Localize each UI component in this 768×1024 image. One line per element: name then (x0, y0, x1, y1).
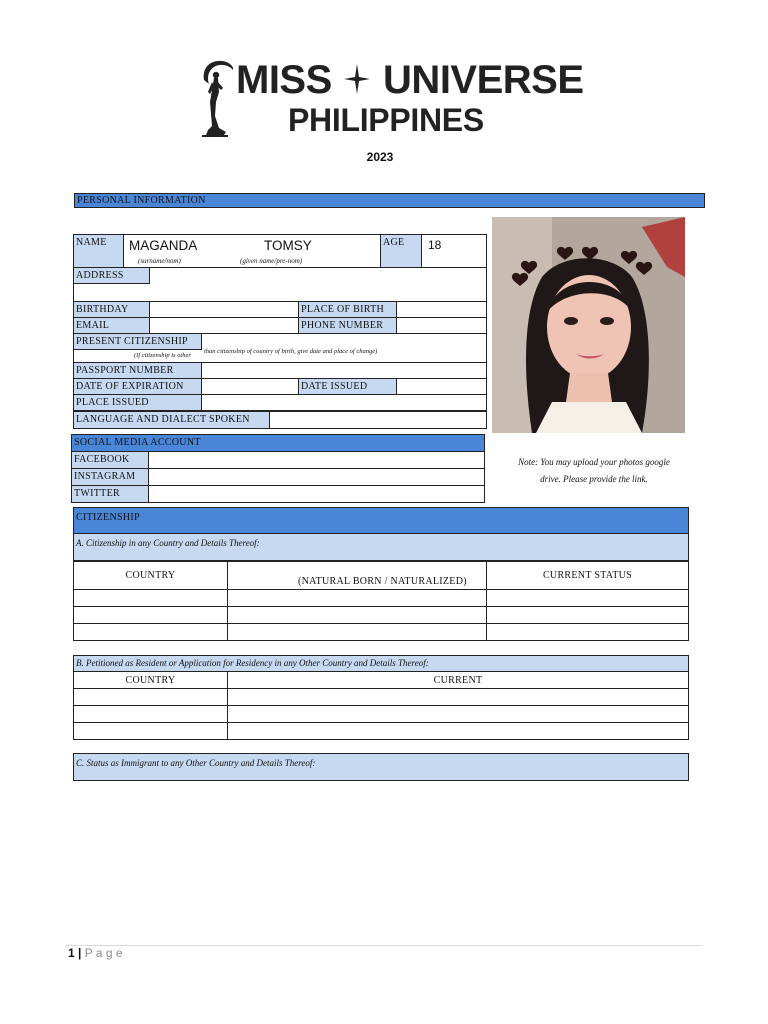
table-a-r1-c1[interactable] (73, 589, 228, 607)
language-label: LANGUAGE AND DIALECT SPOKEN (73, 411, 270, 429)
expiration-field[interactable] (201, 378, 299, 395)
table-a-r2-c1[interactable] (73, 606, 228, 624)
page-word: P a g e (84, 946, 123, 960)
page-number: 1 (68, 946, 75, 960)
pageant-figure-icon (196, 58, 238, 138)
table-a-r3-c1[interactable] (73, 623, 228, 641)
brand-universe: UNIVERSE (383, 58, 584, 102)
photo-note (496, 454, 692, 488)
table-b-col-country: COUNTRY (73, 671, 228, 689)
table-a-r2-c3[interactable] (486, 606, 689, 624)
twitter-field[interactable] (148, 485, 485, 503)
table-a-col-natural-born-label: (NATURAL BORN / NATURALIZED) (298, 576, 467, 587)
page-footer (68, 946, 123, 960)
citizenship-b-title: B. Petitioned as Resident or Application for Residency in any Other Country and Details Thereof: (73, 655, 689, 672)
table-b-r3-c2[interactable] (227, 722, 689, 740)
personal-info-header: PERSONAL INFORMATION (74, 193, 705, 208)
table-a-r3-c2[interactable] (227, 623, 487, 641)
footer-rule (66, 945, 702, 946)
logo (196, 56, 584, 140)
birthday-field[interactable] (149, 301, 299, 318)
citizenship-hint-b: than citizenship of country of birth, give date and place of change) (204, 348, 378, 355)
facebook-label: FACEBOOK (71, 451, 149, 469)
photo-note-line1: Note: You may upload your photos google (518, 457, 670, 467)
form-year: 2023 (366, 150, 394, 164)
address-label: ADDRESS (73, 267, 150, 284)
citizenship-hint-a: (If citizenship is other (134, 352, 191, 359)
star-icon (344, 64, 370, 94)
table-a-r2-c2[interactable] (227, 606, 487, 624)
expiration-label: DATE OF EXPIRATION (73, 378, 202, 395)
table-b-r2-c1[interactable] (73, 705, 228, 723)
age-value: 18 (428, 238, 442, 252)
table-a-col-country: COUNTRY (73, 561, 228, 590)
table-b-r3-c1[interactable] (73, 722, 228, 740)
name-field[interactable] (123, 234, 381, 268)
photo-note-line2: drive. Please provide the link. (540, 474, 648, 484)
place-of-birth-field[interactable] (396, 301, 487, 318)
surname-hint: (surname/nom) (138, 257, 181, 265)
instagram-label: INSTAGRAM (71, 468, 149, 486)
place-of-birth-label: PLACE OF BIRTH (298, 301, 397, 318)
birthday-label: BIRTHDAY (73, 301, 150, 318)
table-b-r1-c2[interactable] (227, 688, 689, 706)
table-a-r3-c3[interactable] (486, 623, 689, 641)
facebook-field[interactable] (148, 451, 485, 469)
citizenship-a-title: A. Citizenship in any Country and Details Thereof: (73, 533, 689, 561)
date-issued-field[interactable] (396, 378, 487, 395)
table-a-col-natural-born (227, 561, 487, 590)
instagram-field[interactable] (148, 468, 485, 486)
passport-label: PASSPORT NUMBER (73, 362, 202, 379)
table-a-r1-c3[interactable] (486, 589, 689, 607)
citizenship-label: PRESENT CITIZENSHIP (73, 333, 202, 350)
citizenship-c-title: C. Status as Immigrant to any Other Country and Details Thereof: (73, 753, 689, 781)
citizenship-section-header: CITIZENSHIP (73, 507, 689, 534)
brand-philippines: PHILIPPINES (288, 102, 484, 138)
age-field[interactable] (421, 234, 487, 268)
place-issued-field[interactable] (201, 394, 487, 411)
table-b-r1-c1[interactable] (73, 688, 228, 706)
surname-value: MAGANDA (129, 238, 198, 253)
email-field[interactable] (149, 317, 299, 334)
social-media-header: SOCIAL MEDIA ACCOUNT (71, 434, 485, 452)
place-issued-label: PLACE ISSUED (73, 394, 202, 411)
page-separator: | (78, 946, 82, 960)
twitter-label: TWITTER (71, 485, 149, 503)
profile-photo (492, 217, 685, 433)
language-field[interactable] (269, 411, 487, 429)
table-b-col-current: CURRENT (227, 671, 689, 689)
given-name-hint: (given name/pre-nom) (240, 257, 303, 265)
table-a-col-status: CURRENT STATUS (486, 561, 689, 590)
date-issued-label: DATE ISSUED (298, 378, 397, 395)
passport-field[interactable] (201, 362, 487, 379)
phone-field[interactable] (396, 317, 487, 334)
table-a-r1-c2[interactable] (227, 589, 487, 607)
given-name-value: TOMSY (264, 238, 312, 253)
phone-label: PHONE NUMBER (298, 317, 397, 334)
age-label: AGE (380, 234, 422, 268)
table-b-r2-c2[interactable] (227, 705, 689, 723)
email-label: EMAIL (73, 317, 150, 334)
brand-miss: MISS (236, 58, 332, 102)
name-label: NAME (73, 234, 124, 268)
